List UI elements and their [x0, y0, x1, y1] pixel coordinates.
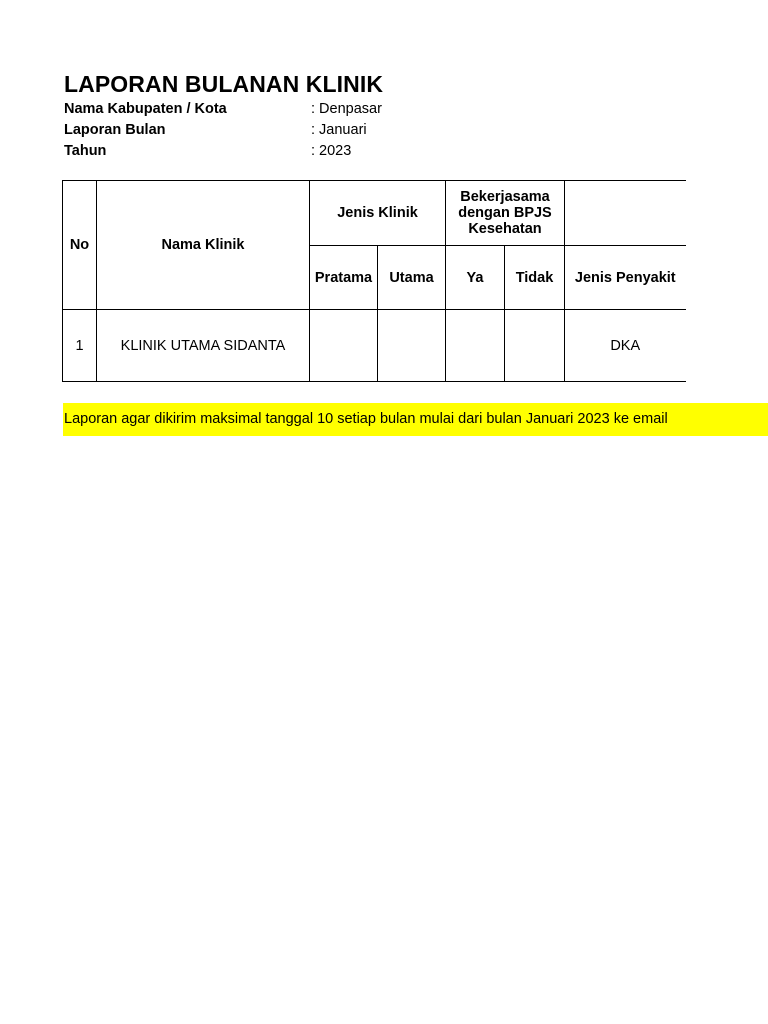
meta-label: Laporan Bulan [64, 122, 166, 138]
report-table-container [62, 180, 686, 385]
table-row [63, 310, 686, 382]
meta-value: : Denpasar [311, 101, 382, 117]
submission-note-text: Laporan agar dikirim maksimal tanggal 10 setiap bulan mulai dari bulan Januari 2023 ke email [64, 411, 668, 427]
cell-pratama [310, 310, 378, 382]
cell-no: 1 [63, 310, 97, 382]
submission-note [63, 403, 768, 436]
cell-utama [378, 310, 446, 382]
header-nama-klinik: Nama Klinik [97, 181, 310, 310]
header-jenis-klinik: Jenis Klinik [310, 181, 446, 246]
header-utama: Utama [378, 246, 446, 310]
cell-tidak [505, 310, 565, 382]
header-ya: Ya [446, 246, 505, 310]
header-extra-group [565, 181, 686, 246]
meta-value: : Januari [311, 122, 367, 138]
header-bpjs: Bekerjasama dengan BPJS Kesehatan [446, 181, 565, 246]
report-title: LAPORAN BULANAN KLINIK [64, 71, 384, 97]
cell-ya [446, 310, 505, 382]
header-tidak: Tidak [505, 246, 565, 310]
meta-label: Tahun [64, 143, 107, 159]
meta-value: : 2023 [311, 143, 352, 159]
header-jenis-penyakit: Jenis Penyakit [565, 246, 686, 310]
cell-jenis-penyakit: DKA [565, 310, 686, 382]
header-pratama: Pratama [310, 246, 378, 310]
report-table [62, 180, 686, 382]
header-no: No [63, 181, 97, 310]
meta-label: Nama Kabupaten / Kota [64, 101, 227, 117]
cell-nama-klinik: KLINIK UTAMA SIDANTA [97, 310, 310, 382]
